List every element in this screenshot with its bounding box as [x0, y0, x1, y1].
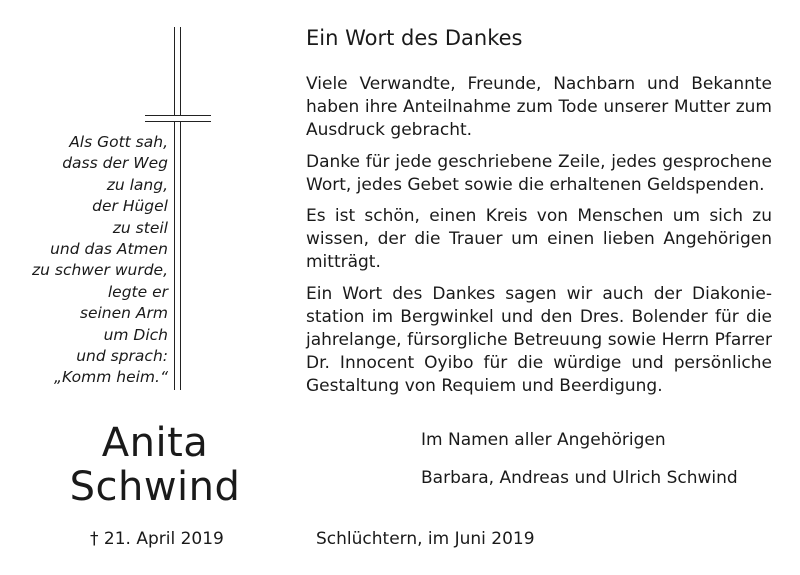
thanks-paragraph: Es ist schön, einen Kreis von Menschen um sich zu wissen, der die Trauer um einen lieben Angehörigen mitträgt.	[306, 206, 772, 272]
poem-line: dass der Weg	[62, 154, 168, 173]
place-and-date: Schlüchtern, im Juni 2019	[316, 529, 535, 549]
poem-line: zu lang,	[106, 175, 168, 194]
poem-line: und sprach:	[76, 347, 168, 366]
thanks-heading: Ein Wort des Dankes	[306, 26, 523, 50]
thanks-paragraph: Ein Wort des Dankes sagen wir auch der Diakoniestation im Bergwinkel und den Dres. Bolender für die jahrelange, fürsorgliche Betreuung sowie Herrn Pfarrer Dr. Innocent Oyibo für die würdige und persönliche Gestaltung von Requiem und Beerdigung.	[306, 284, 772, 396]
signoff-line: Im Namen aller Angehörigen	[421, 430, 666, 450]
cross-vertical-beam	[174, 27, 181, 390]
poem-line: zu schwer wurde,	[32, 261, 168, 280]
poem-line: „Komm heim.“	[54, 368, 168, 387]
thanks-paragraph: Viele Verwandte, Freunde, Nachbarn und Bekannte haben ihre Anteilnahme zum Tode unserer Mutter zum Ausdruck gebracht.	[306, 74, 772, 140]
poem-line: der Hügel	[92, 197, 168, 216]
memorial-poem	[32, 132, 168, 389]
cross-center	[176, 117, 180, 121]
family-names: Barbara, Andreas und Ulrich Schwind	[421, 468, 738, 488]
deceased-last-name: Schwind	[69, 464, 241, 510]
death-date: † 21. April 2019	[90, 529, 224, 549]
poem-line: und das Atmen	[50, 240, 168, 259]
poem-line: seinen Arm	[79, 304, 168, 323]
poem-line: legte er	[107, 282, 168, 301]
thanks-paragraph: Danke für jede geschriebene Zeile, jedes gesprochene Wort, jedes Gebet sowie die erhaltenen Geldspenden.	[306, 152, 772, 195]
deceased-first-name: Anita	[101, 420, 209, 466]
poem-line: um Dich	[103, 325, 168, 344]
poem-line: zu steil	[112, 218, 168, 237]
poem-line: Als Gott sah,	[69, 133, 168, 151]
